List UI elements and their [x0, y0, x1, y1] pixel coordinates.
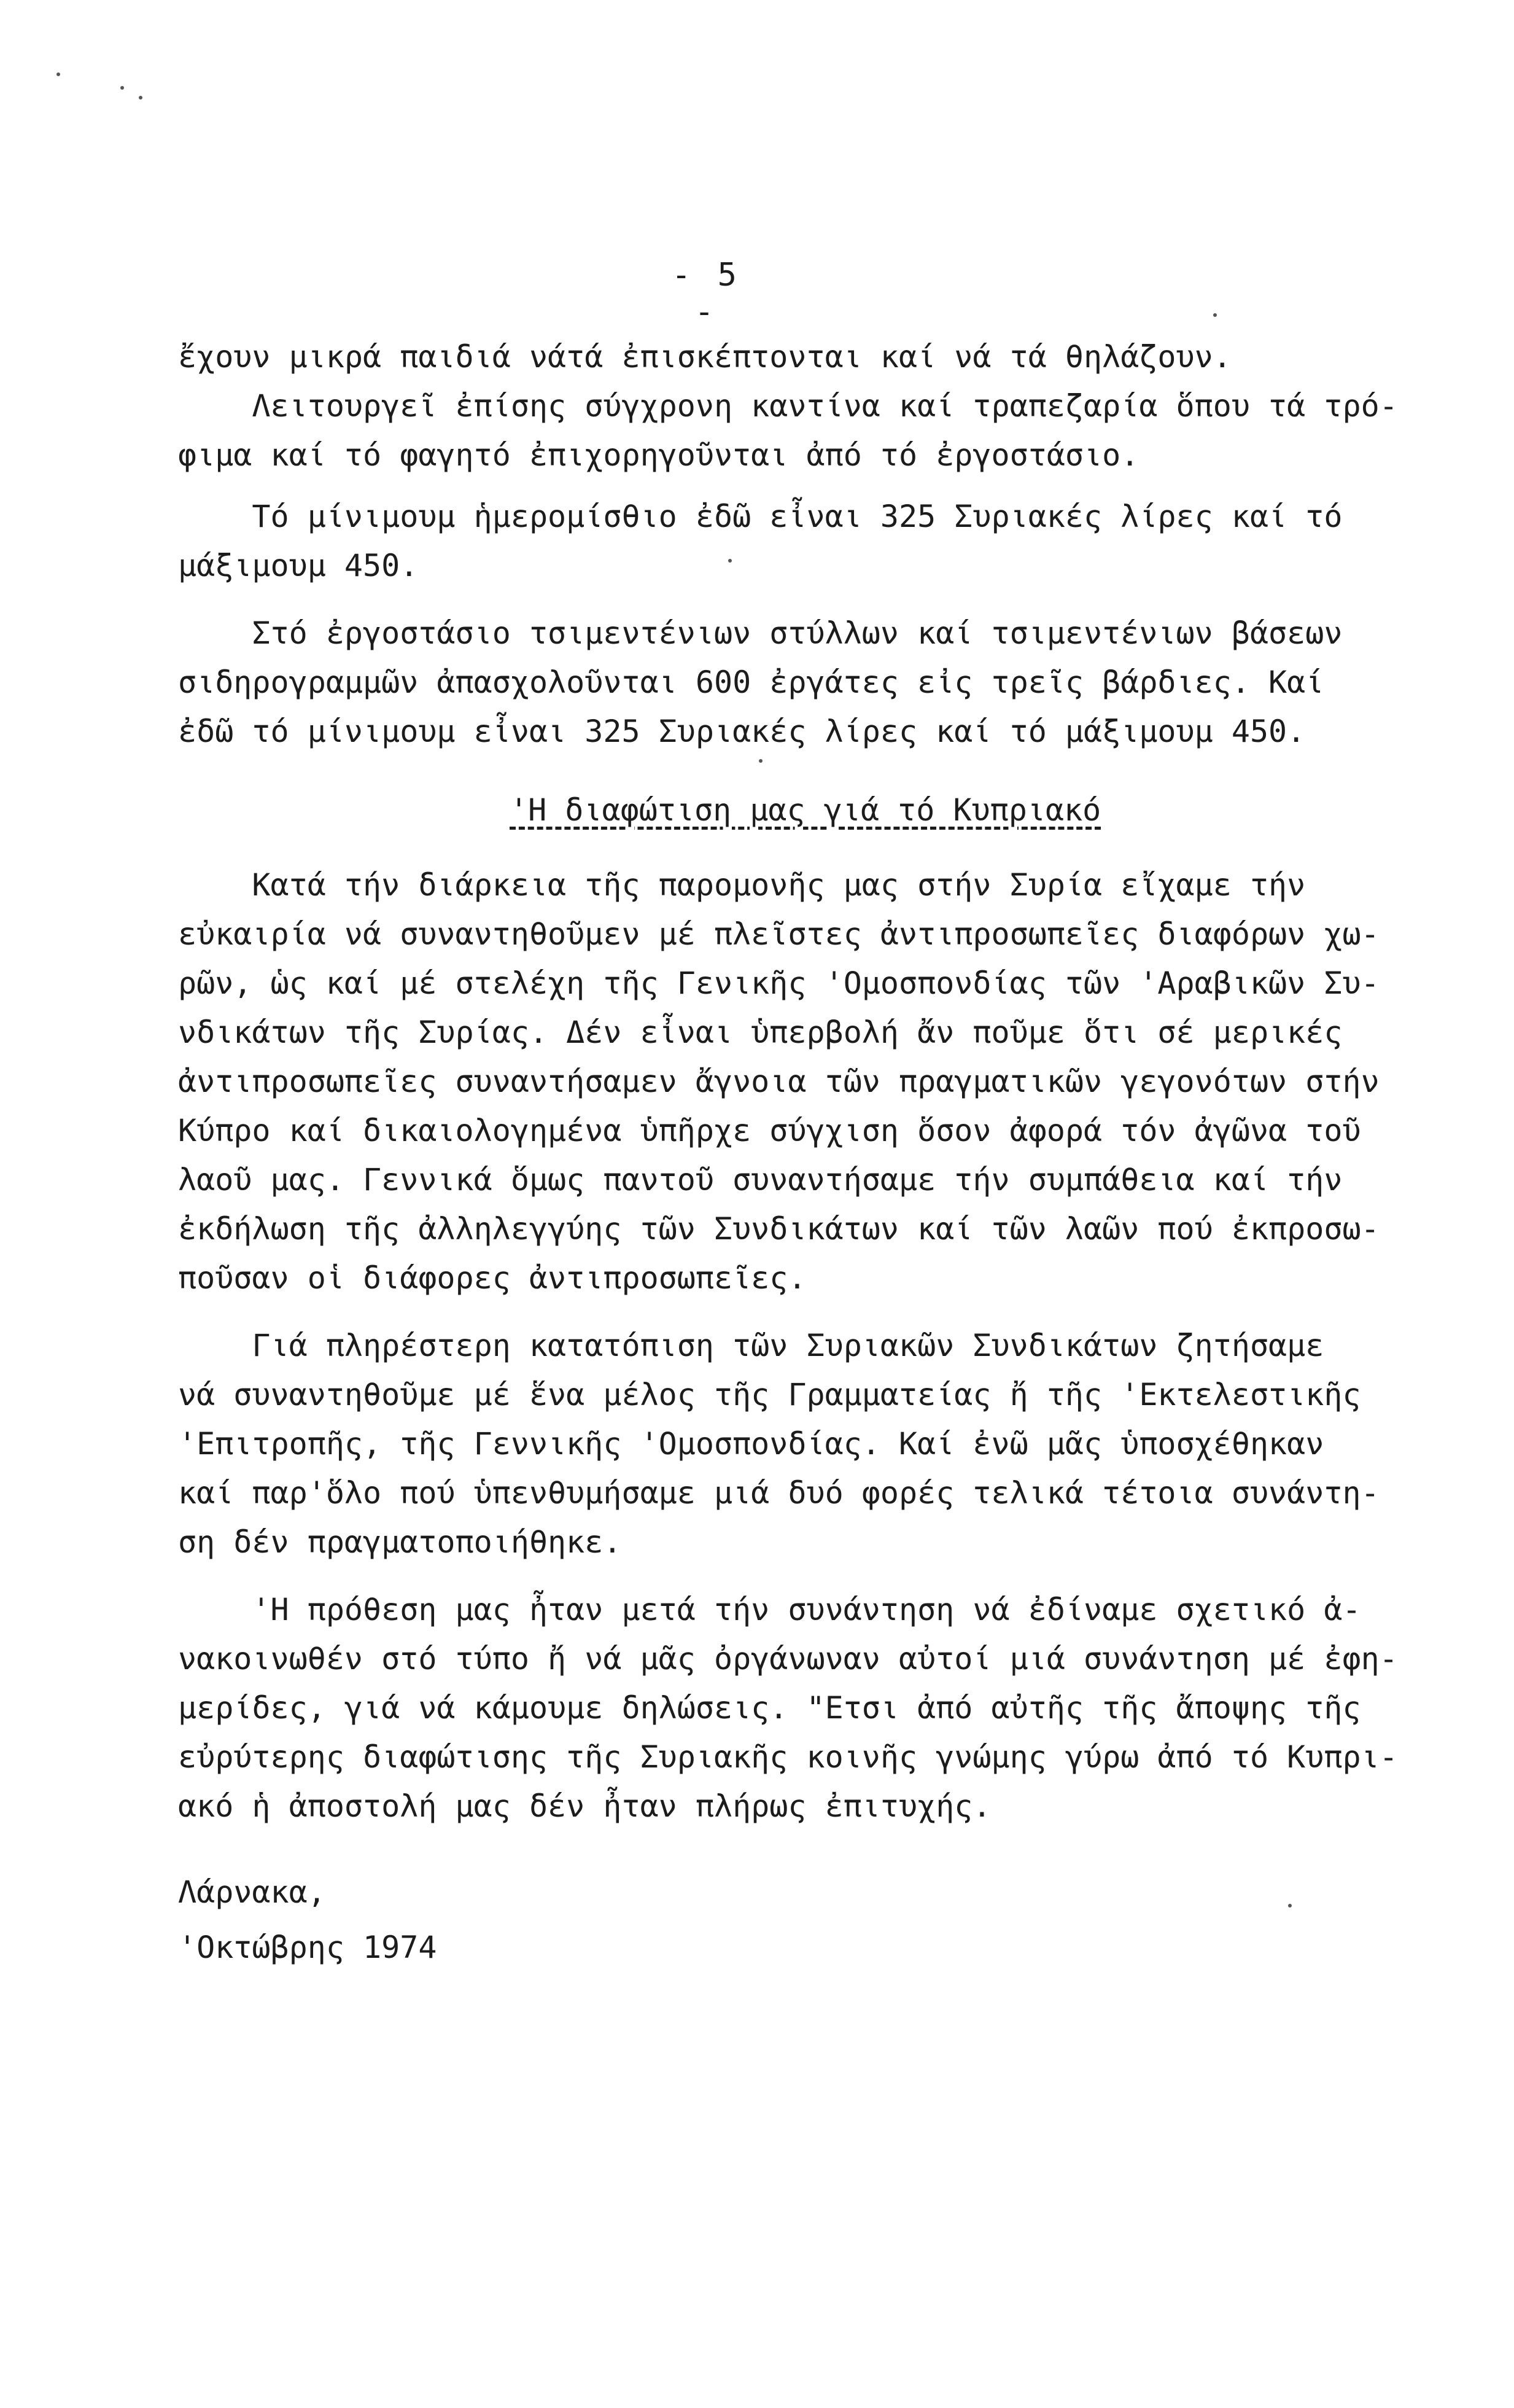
text-line: φιμα καί τό φαγητό ἐπιχορηγοῦνται ἀπό τό ἐργοστάσιο. — [178, 437, 1139, 473]
text-line: ρῶν, ὡς καί μέ στελέχη τῆς Γενικῆς 'Ομοσπονδίας τῶν 'Αραβικῶν Συ- — [178, 965, 1380, 1001]
text-line: καί παρ'ὅλο πού ὑπενθυμήσαμε μιά δυό φορές τελικά τέτοια συνάντη- — [178, 1475, 1380, 1511]
text-line: εὐρύτερης διαφώτισης τῆς Συριακῆς κοινῆς γνώμης γύρω ἀπό τό Κυπρι- — [178, 1739, 1398, 1775]
text-line: εὐκαιρία νά συναντηθοῦμεν μέ πλεῖστες ἀντιπροσωπεῖες διαφόρων χω- — [178, 916, 1380, 952]
scan-speck — [1213, 313, 1217, 317]
section-heading: 'Η διαφώτιση μας γιά τό Κυπριακό — [510, 792, 1101, 828]
place-line: Λάρνακα, — [178, 1874, 326, 1910]
text-line: λαοῦ μας. Γεννικά ὅμως παντοῦ συναντήσαμε τήν συμπάθεια καί τήν — [178, 1162, 1343, 1198]
text-line: Τό μίνιμουμ ἡμερομίσθιο ἐδῶ εἶναι 325 Συριακές λίρες καί τό — [178, 499, 1343, 534]
text-line: 'Η πρόθεση μας ἦταν μετά τήν συνάντηση νά ἐδίναμε σχετικό ἀ- — [178, 1592, 1361, 1627]
text-line: Κύπρο καί δικαιολογημένα ὑπῆρχε σύγχιση ὅσον ἀφορά τόν ἀγῶνα τοῦ — [178, 1113, 1361, 1148]
text-line: Γιά πληρέστερη κατατόπιση τῶν Συριακῶν Συνδικάτων ζητήσαμε — [178, 1328, 1324, 1363]
scan-speck — [1288, 1904, 1292, 1907]
text-line: Λειτουργεῖ ἐπίσης σύγχρονη καντίνα καί τραπεζαρία ὅπου τά τρό- — [178, 388, 1398, 424]
text-line: ἔχουν μικρά παιδιά νάτά ἐπισκέπτονται καί νά τά θηλάζουν. — [178, 339, 1232, 375]
text-line: 'Επιτροπῆς, τῆς Γεννικῆς 'Ομοσπονδίας. Καί ἐνῶ μᾶς ὑποσχέθηκαν — [178, 1426, 1324, 1462]
text-line: ἐκδήλωση τῆς ἀλληλεγγύης τῶν Συνδικάτων καί τῶν λαῶν πού ἐκπροσω- — [178, 1211, 1380, 1247]
text-line: νά συναντηθοῦμε μέ ἕνα μέλος τῆς Γραμματείας ἤ τῆς 'Εκτελεστικῆς — [178, 1377, 1361, 1412]
text-line: ακό ἡ ἀποστολή μας δέν ἦταν πλήρως ἐπιτυχής. — [178, 1788, 992, 1824]
text-line: νδικάτων τῆς Συρίας. Δέν εἶναι ὑπερβολή ἄν ποῦμε ὅτι σέ μερικές — [178, 1015, 1343, 1050]
text-line: μάξιμουμ 450. — [178, 548, 419, 583]
scan-speck — [759, 759, 763, 763]
text-line: νακοινωθέν στό τύπο ἤ νά μᾶς ὀργάνωναν αὐτοί μιά συνάντηση μέ ἐφη- — [178, 1641, 1398, 1677]
text-line: ἀντιπροσωπεῖες συναντήσαμεν ἄγνοια τῶν πραγματικῶν γεγονότων στήν — [178, 1064, 1380, 1099]
scan-speck — [120, 86, 124, 90]
text-line: ἐδῶ τό μίνιμουμ εἶναι 325 Συριακές λίρες καί τό μάξιμουμ 450. — [178, 714, 1306, 749]
text-line: σιδηρογραμμῶν ἀπασχολοῦνται 600 ἐργάτες εἰς τρεῖς βάρδιες. Καί — [178, 664, 1324, 700]
page-number: - 5 - — [672, 257, 740, 330]
text-line: μερίδες, γιά νά κάμουμε δηλώσεις. "Ετσι ἀπό αὐτῆς τῆς ἄποψης τῆς — [178, 1690, 1361, 1726]
scan-speck — [728, 559, 732, 563]
text-line: ποῦσαν οἱ διάφορες ἀντιπροσωπεῖες. — [178, 1260, 807, 1296]
scan-speck — [139, 96, 142, 99]
text-line: ση δέν πραγματοποιήθηκε. — [178, 1524, 622, 1560]
scan-speck — [56, 72, 60, 76]
date-line: 'Οκτώβρης 1974 — [178, 1930, 437, 1965]
text-line: Στό ἐργοστάσιο τσιμεντένιων στύλλων καί τσιμεντένιων βάσεων — [178, 615, 1343, 651]
text-line: Κατά τήν διάρκεια τῆς παρομονῆς μας στήν Συρία εἴχαμε τήν — [178, 867, 1306, 903]
